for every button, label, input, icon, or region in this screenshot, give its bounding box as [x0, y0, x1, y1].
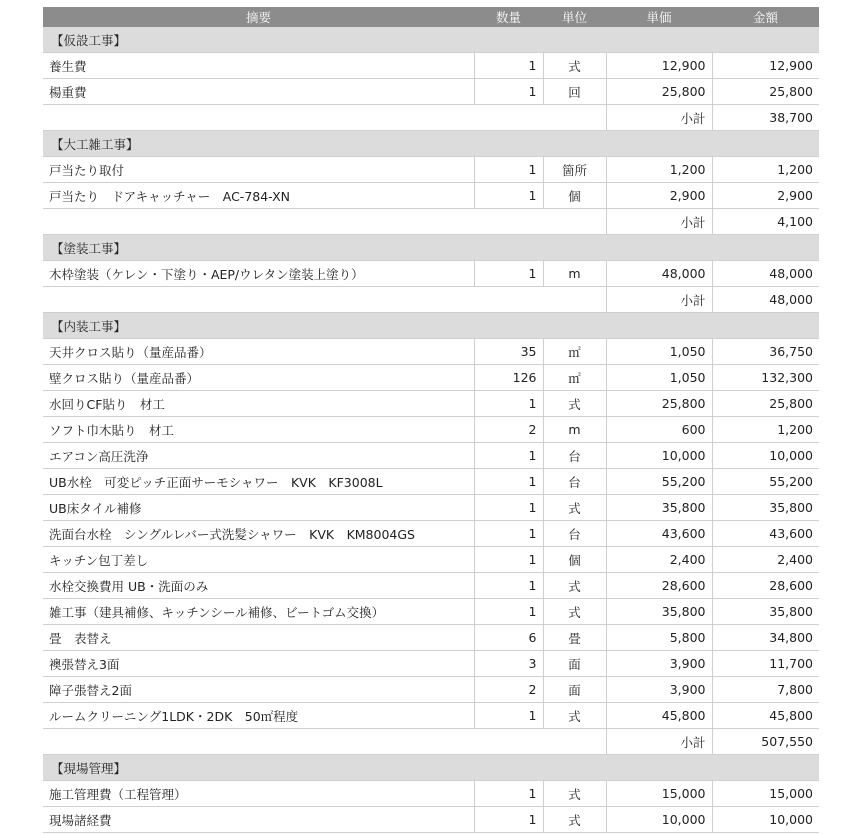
section-title: 【仮設工事】	[43, 27, 819, 53]
table-row	[43, 79, 819, 105]
item-unit: m	[543, 261, 606, 287]
item-description: 現場諸経費	[43, 807, 474, 833]
table-row	[43, 365, 819, 391]
item-amount: 45,800	[712, 703, 819, 729]
item-description: 壁クロス貼り（量産品番）	[43, 365, 474, 391]
item-qty: 1	[474, 391, 543, 417]
item-qty: 2	[474, 677, 543, 703]
header-qty: 数量	[474, 7, 543, 27]
subtotal-spacer	[43, 287, 606, 313]
subtotal-amount: 38,700	[712, 105, 819, 131]
table-row	[43, 417, 819, 443]
item-qty: 1	[474, 547, 543, 573]
item-qty: 1	[474, 79, 543, 105]
item-qty: 1	[474, 781, 543, 807]
item-unit: 面	[543, 677, 606, 703]
subtotal-label: 小計	[606, 209, 712, 235]
item-description: 天井クロス貼り（量産品番）	[43, 339, 474, 365]
item-amount: 7,800	[712, 677, 819, 703]
item-unit: m	[543, 417, 606, 443]
item-qty: 2	[474, 417, 543, 443]
section-title: 【現場管理】	[43, 755, 819, 781]
item-amount: 2,400	[712, 547, 819, 573]
item-description: 水栓交換費用 UB・洗面のみ	[43, 573, 474, 599]
item-qty: 1	[474, 599, 543, 625]
item-amount: 1,200	[712, 157, 819, 183]
item-unit-price: 2,900	[606, 183, 712, 209]
item-description: 木枠塗装（ケレン・下塗り・AEP/ウレタン塗装上塗り）	[43, 261, 474, 287]
section-title: 【内装工事】	[43, 313, 819, 339]
section-header-row	[43, 235, 819, 261]
item-unit-price: 25,800	[606, 391, 712, 417]
subtotal-label: 小計	[606, 105, 712, 131]
estimate-table	[43, 7, 819, 833]
subtotal-amount: 48,000	[712, 287, 819, 313]
item-unit: 式	[543, 703, 606, 729]
item-amount: 10,000	[712, 443, 819, 469]
item-amount: 55,200	[712, 469, 819, 495]
table-row	[43, 521, 819, 547]
item-unit: 個	[543, 183, 606, 209]
item-unit-price: 35,800	[606, 599, 712, 625]
item-qty: 1	[474, 573, 543, 599]
item-unit: 式	[543, 573, 606, 599]
item-description: 襖張替え3面	[43, 651, 474, 677]
item-unit-price: 15,000	[606, 781, 712, 807]
item-unit-price: 48,000	[606, 261, 712, 287]
item-amount: 11,700	[712, 651, 819, 677]
item-unit: 台	[543, 521, 606, 547]
table-row	[43, 495, 819, 521]
item-qty: 1	[474, 443, 543, 469]
table-row	[43, 781, 819, 807]
header-description: 摘要	[43, 7, 474, 27]
item-unit-price: 55,200	[606, 469, 712, 495]
item-qty: 3	[474, 651, 543, 677]
item-unit-price: 3,900	[606, 651, 712, 677]
item-qty: 1	[474, 183, 543, 209]
item-description: 戸当たり取付	[43, 157, 474, 183]
item-description: 養生費	[43, 53, 474, 79]
item-qty: 6	[474, 625, 543, 651]
item-description: 雑工事（建具補修、キッチンシール補修、ビートゴム交換）	[43, 599, 474, 625]
item-amount: 35,800	[712, 495, 819, 521]
table-row	[43, 677, 819, 703]
item-unit-price: 2,400	[606, 547, 712, 573]
table-row	[43, 599, 819, 625]
subtotal-label: 小計	[606, 729, 712, 755]
table-body	[43, 27, 819, 833]
table-row	[43, 651, 819, 677]
item-unit: 面	[543, 651, 606, 677]
item-unit: 台	[543, 469, 606, 495]
table-row	[43, 53, 819, 79]
table-row	[43, 469, 819, 495]
item-amount: 48,000	[712, 261, 819, 287]
subtotal-spacer	[43, 209, 606, 235]
table-row	[43, 443, 819, 469]
item-unit-price: 1,200	[606, 157, 712, 183]
item-unit: 式	[543, 391, 606, 417]
item-amount: 35,800	[712, 599, 819, 625]
table-row	[43, 391, 819, 417]
section-header-row	[43, 755, 819, 781]
item-description: UB水栓 可変ピッチ正面サーモシャワー KVK KF3008L	[43, 469, 474, 495]
item-qty: 1	[474, 261, 543, 287]
item-description: 戸当たり ドアキャッチャー AC-784-XN	[43, 183, 474, 209]
item-description: ルームクリーニング1LDK・2DK 50㎡程度	[43, 703, 474, 729]
table-header	[43, 7, 819, 27]
item-unit: 式	[543, 807, 606, 833]
item-unit-price: 28,600	[606, 573, 712, 599]
item-unit-price: 1,050	[606, 339, 712, 365]
item-unit: 畳	[543, 625, 606, 651]
item-unit: 台	[543, 443, 606, 469]
header-amount: 金額	[712, 7, 819, 27]
item-unit-price: 25,800	[606, 79, 712, 105]
item-qty: 1	[474, 469, 543, 495]
item-description: UB床タイル補修	[43, 495, 474, 521]
item-qty: 1	[474, 807, 543, 833]
table-row	[43, 573, 819, 599]
subtotal-spacer	[43, 729, 606, 755]
item-description: 楊重費	[43, 79, 474, 105]
item-unit: 式	[543, 53, 606, 79]
subtotal-row	[43, 729, 819, 755]
table-row	[43, 703, 819, 729]
item-unit-price: 35,800	[606, 495, 712, 521]
item-unit-price: 3,900	[606, 677, 712, 703]
item-unit-price: 10,000	[606, 807, 712, 833]
item-unit: ㎡	[543, 339, 606, 365]
item-description: 障子張替え2面	[43, 677, 474, 703]
table-row	[43, 625, 819, 651]
item-description: 畳 表替え	[43, 625, 474, 651]
item-amount: 15,000	[712, 781, 819, 807]
section-title: 【大工雑工事】	[43, 131, 819, 157]
item-qty: 1	[474, 703, 543, 729]
item-description: 洗面台水栓 シングルレバー式洗髪シャワー KVK KM8004GS	[43, 521, 474, 547]
item-qty: 1	[474, 157, 543, 183]
item-unit: ㎡	[543, 365, 606, 391]
table-row	[43, 183, 819, 209]
item-unit: 回	[543, 79, 606, 105]
item-amount: 12,900	[712, 53, 819, 79]
table-row	[43, 261, 819, 287]
item-amount: 28,600	[712, 573, 819, 599]
table-row	[43, 807, 819, 833]
item-unit-price: 43,600	[606, 521, 712, 547]
item-unit: 式	[543, 599, 606, 625]
header-unit: 単位	[543, 7, 606, 27]
item-unit: 式	[543, 781, 606, 807]
item-qty: 1	[474, 521, 543, 547]
item-qty: 126	[474, 365, 543, 391]
item-amount: 2,900	[712, 183, 819, 209]
item-unit: 箇所	[543, 157, 606, 183]
item-amount: 1,200	[712, 417, 819, 443]
item-amount: 132,300	[712, 365, 819, 391]
item-unit-price: 1,050	[606, 365, 712, 391]
item-amount: 25,800	[712, 391, 819, 417]
subtotal-label: 小計	[606, 287, 712, 313]
subtotal-amount: 4,100	[712, 209, 819, 235]
item-unit-price: 5,800	[606, 625, 712, 651]
subtotal-row	[43, 287, 819, 313]
table-row	[43, 157, 819, 183]
section-header-row	[43, 27, 819, 53]
section-title: 【塗装工事】	[43, 235, 819, 261]
table-row	[43, 547, 819, 573]
item-unit: 個	[543, 547, 606, 573]
item-unit-price: 45,800	[606, 703, 712, 729]
header-unit-price: 単価	[606, 7, 712, 27]
subtotal-row	[43, 105, 819, 131]
item-amount: 25,800	[712, 79, 819, 105]
item-unit-price: 600	[606, 417, 712, 443]
item-description: キッチン包丁差し	[43, 547, 474, 573]
item-amount: 10,000	[712, 807, 819, 833]
section-header-row	[43, 131, 819, 157]
item-description: 水回りCF貼り 材工	[43, 391, 474, 417]
item-amount: 34,800	[712, 625, 819, 651]
item-description: ソフト巾木貼り 材工	[43, 417, 474, 443]
item-unit-price: 12,900	[606, 53, 712, 79]
item-qty: 35	[474, 339, 543, 365]
item-description: エアコン高圧洗浄	[43, 443, 474, 469]
item-amount: 36,750	[712, 339, 819, 365]
item-unit-price: 10,000	[606, 443, 712, 469]
item-qty: 1	[474, 53, 543, 79]
section-header-row	[43, 313, 819, 339]
subtotal-amount: 507,550	[712, 729, 819, 755]
item-description: 施工管理費（工程管理）	[43, 781, 474, 807]
subtotal-row	[43, 209, 819, 235]
item-qty: 1	[474, 495, 543, 521]
subtotal-spacer	[43, 105, 606, 131]
item-unit: 式	[543, 495, 606, 521]
item-amount: 43,600	[712, 521, 819, 547]
table-row	[43, 339, 819, 365]
